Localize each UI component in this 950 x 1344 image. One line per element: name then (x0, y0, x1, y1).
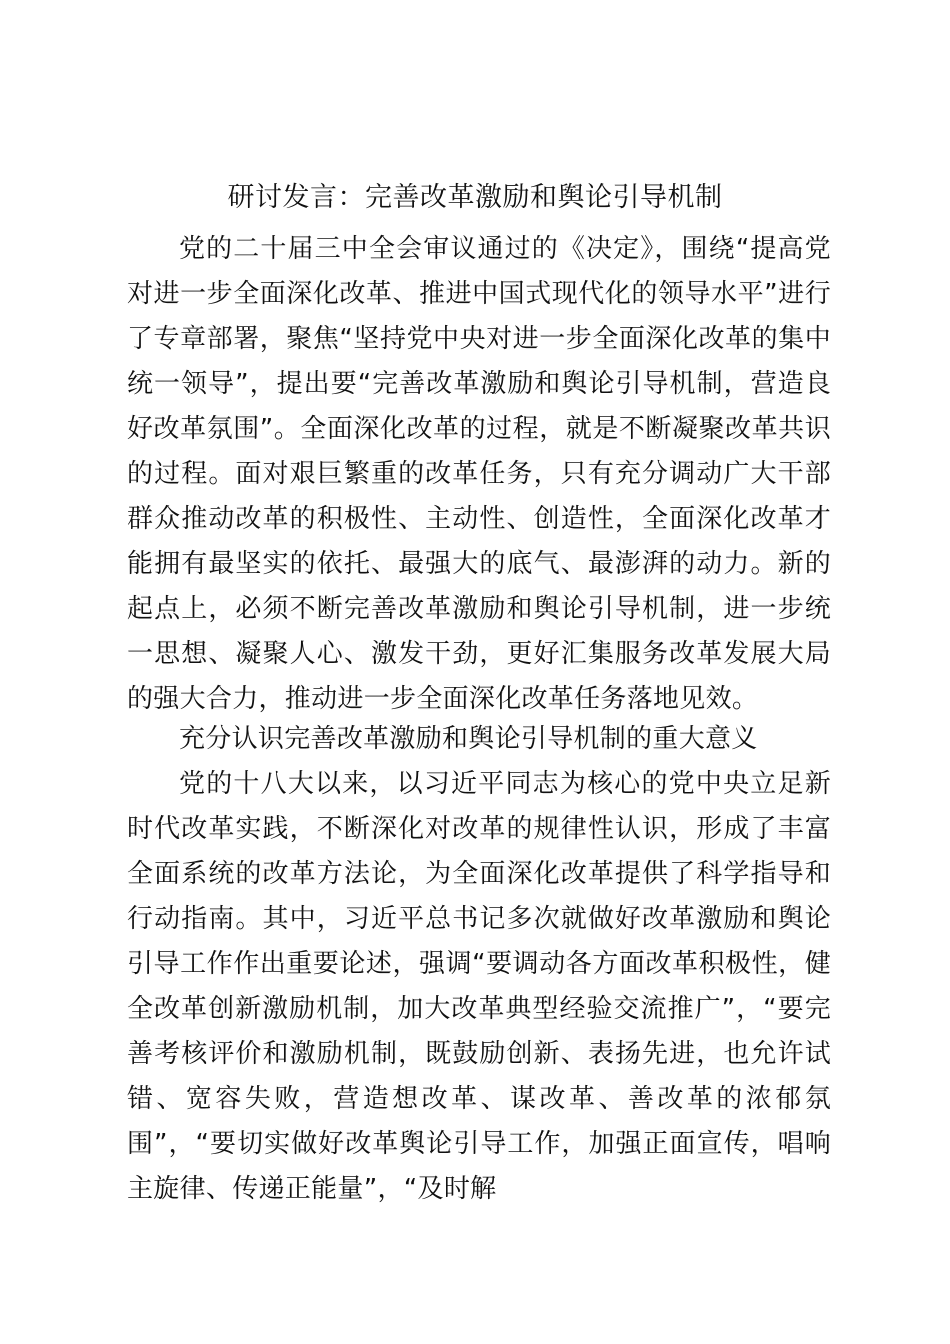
body-paragraph-1: 党的二十届三中全会审议通过的《决定》，围绕“提高党对进一步全面深化改革、推进中国式现代化的领导水平”进行了专章部署，聚焦“坚持党中央对进一步全面深化改革的集中统一领导”，提出要“完善改革激励和舆论引导机制，营造良好改革氛围”。全面深化改革的过程，就是不断凝聚改革共识的过程。面对艰巨繁重的改革任务，只有充分调动广大干部群众推动改革的积极性、主动性、创造性，全面深化改革才能拥有最坚实的依托、最强大的底气、最澎湃的动力。新的起点上，必须不断完善改革激励和舆论引导机制，进一步统一思想、凝聚人心、激发干劲，更好汇集服务改革发展大局的强大合力，推动进一步全面深化改革任务落地见效。 (127, 234, 831, 714)
page-title: 研讨发言：完善改革激励和舆论引导机制 (227, 182, 723, 213)
body-paragraph-2: 党的十八大以来，以习近平同志为核心的党中央立足新时代改革实践，不断深化对改革的规律性认识，形成了丰富全面系统的改革方法论，为全面深化改革提供了科学指导和行动指南。其中，习近平总书记多次就做好改革激励和舆论引导工作作出重要论述，强调“要调动各方面改革积极性，健全改革创新激励机制，加大改革典型经验交流推广”，“要完善考核评价和激励机制，既鼓励创新、表扬先进，也允许试错、宽容失败，营造想改革、谋改革、善改革的浓郁氛围”，“要切实做好改革舆论引导工作，加强正面宣传，唱响主旋律、传递正能量”，“及时解 (127, 769, 831, 1204)
section-heading: 充分认识完善改革激励和舆论引导机制的重大意义 (179, 724, 758, 754)
